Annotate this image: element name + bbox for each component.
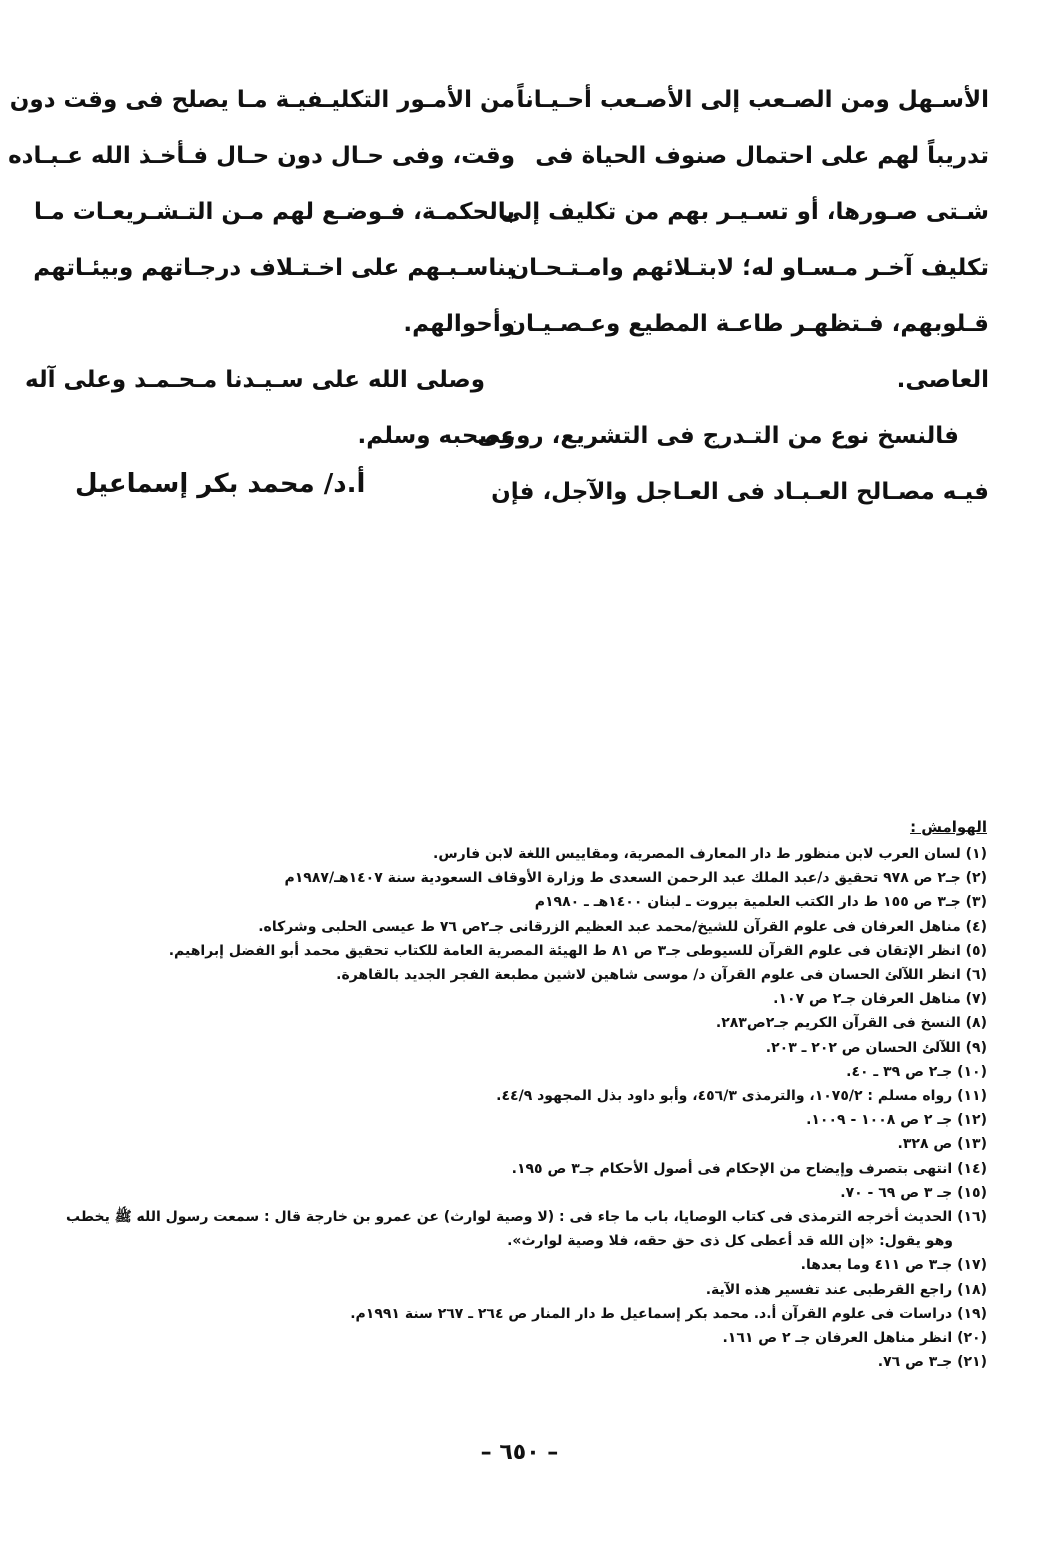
footnote-item: (١٩) دراسات فى علوم القرآن أ.د. محمد بكر إسماعيل ط دار المنار ص ٢٦٤ ـ ٢٦٧ سنة ١٩٩١م.: [350, 1305, 987, 1322]
footnote-item: (١٦) الحديث أخرجه الترمذى فى كتاب الوصايا، باب ما جاء فى : (لا وصية لوارث) عن عمرو بن خارجة قال : سمعت رسول الله ﷺ يخطب: [66, 1209, 987, 1226]
text-line: تكليف آخـر مـسـاو له؛ لابتـلائهم وامـتـحـان: [509, 255, 989, 281]
footnotes-section: [66, 812, 987, 1374]
footnote-item: (١٢) جـ ٢ ص ١٠٠٨ - ١٠٠٩.: [806, 1112, 987, 1129]
footnote-item: (١٧) جـ٣ ص ٤١١ وما بعدها.: [800, 1257, 987, 1274]
footnote-item: (٩) اللآلئ الحسان ص ٢٠٢ ـ ٢٠٣.: [765, 1039, 987, 1056]
text-line: وصلى الله على سـيـدنا مـحـمـد وعلى آله: [25, 367, 485, 393]
text-line: بالحكمـة، فـوضـع لهم مـن التـشـريعـات مـا: [34, 199, 515, 225]
page-number: – ٦٥٠ –: [480, 1440, 559, 1465]
footnotes-heading: الهوامش :: [910, 818, 987, 836]
footnote-item: (٧) مناهل العرفان جـ٢ ص ١٠٧.: [773, 991, 987, 1008]
text-line: وقت، وفى حـال دون حـال فـأخـذ الله عـبـاده: [8, 143, 515, 169]
text-line: يناسـبـهم على اخـتـلاف درجـاتهم وبيئـاتهم: [33, 255, 515, 281]
footnote-item: (١٤) انتهى بتصرف وإيضاح من الإحكام فى أصول الأحكام جـ٣ ص ١٩٥.: [511, 1160, 987, 1177]
footnote-item: (٢٠) انظر مناهل العرفان جـ ٢ ص ١٦١.: [722, 1330, 987, 1347]
footnote-item-continuation: وهو يقول: «إن الله قد أعطى كل ذى حق حقه، فلا وصية لوارث».: [507, 1233, 953, 1250]
footnote-item: (٣) جـ٣ ص ١٥٥ ط دار الكتب العلمية بيروت ـ لبنان ١٤٠٠هـ ـ ١٩٨٠م: [534, 894, 987, 911]
right-text-column: [477, 72, 989, 520]
text-line: قـلوبهم، فـتظهـر طاعـة المطيع وعـصـيـان: [506, 311, 989, 337]
text-line: العاصى.: [896, 367, 989, 393]
footnote-item: (٤) مناهل العرفان فى علوم القرآن للشيخ/محمد عبد العظيم الزرقانى جـ٢ص ٧٦ ط عيسى الحلبى وشركاه.: [258, 918, 987, 935]
footnote-item: (١١) رواه مسلم : ١٠٧٥/٢، والترمذى ٤٥٦/٣، وأبو داود بذل المجهود ٤٤/٩.: [496, 1088, 987, 1105]
footnote-item: (١٣) ص ٣٢٨.: [897, 1136, 987, 1153]
footnote-item: (٦) انظر اللآلئ الحسان فى علوم القرآن د/ موسى شاهين لاشين مطبعة الفجر الجديد بالقاهرة.: [336, 967, 987, 984]
text-line: من الأمـور التكليـفيـة مـا يصلح فى وقت دون: [9, 87, 515, 113]
footnote-item: (١٥) جـ ٣ ص ٦٩ - ٧٠.: [840, 1184, 987, 1201]
footnote-item: (٢) جـ٢ ص ٩٧٨ تحقيق د/عبد الملك عبد الرحمن السعدى ط وزارة الأوقاف السعودية سنة ١٤٠٧هـ/١٩٨٧م: [284, 870, 987, 887]
left-text-column: [8, 72, 515, 464]
footnote-item: (٥) انظر الإتقان فى علوم القرآن للسيوطى جـ٣ ص ٨١ ط الهيئة المصرية العامة للكتاب تحقيق محمد أبو الفضل إبراهيم.: [168, 942, 987, 959]
footnote-item: (٨) النسخ فى القرآن الكريم جـ٢ص٢٨٣.: [715, 1015, 987, 1032]
text-line: تدريباً لهم على احتمال صنوف الحياة فى: [535, 143, 989, 169]
text-line: وصحبه وسلم.: [357, 423, 515, 449]
footnote-item: (١٠) جـ٢ ص ٣٩ ـ ٤٠.: [846, 1063, 987, 1080]
text-line: شـتى صـورها، أو تسـيـر بهم من تكليف إلى: [500, 199, 989, 225]
footnote-item: (١) لسان العرب لابن منظور ط دار المعارف المصرية، ومقاييس اللغة لابن فارس.: [433, 846, 987, 862]
text-line: فالنسخ نوع من التـدرج فى التشريع، روعى: [477, 423, 959, 449]
text-line: وأحوالهم.: [403, 311, 515, 337]
footnote-item: (٢١) جـ٣ ص ٧٦.: [877, 1354, 987, 1371]
text-line: الأسـهل ومن الصـعب إلى الأصـعب أحـيـاناً: [516, 87, 989, 113]
author-signature: أ.د/ محمد بكر إسماعيل: [75, 469, 366, 499]
footnote-item: (١٨) راجع القرطبى عند تفسير هذه الآية.: [705, 1281, 987, 1298]
text-line: فيـه مصـالح العـبـاد فى العـاجل والآجل، فإن: [491, 479, 989, 505]
